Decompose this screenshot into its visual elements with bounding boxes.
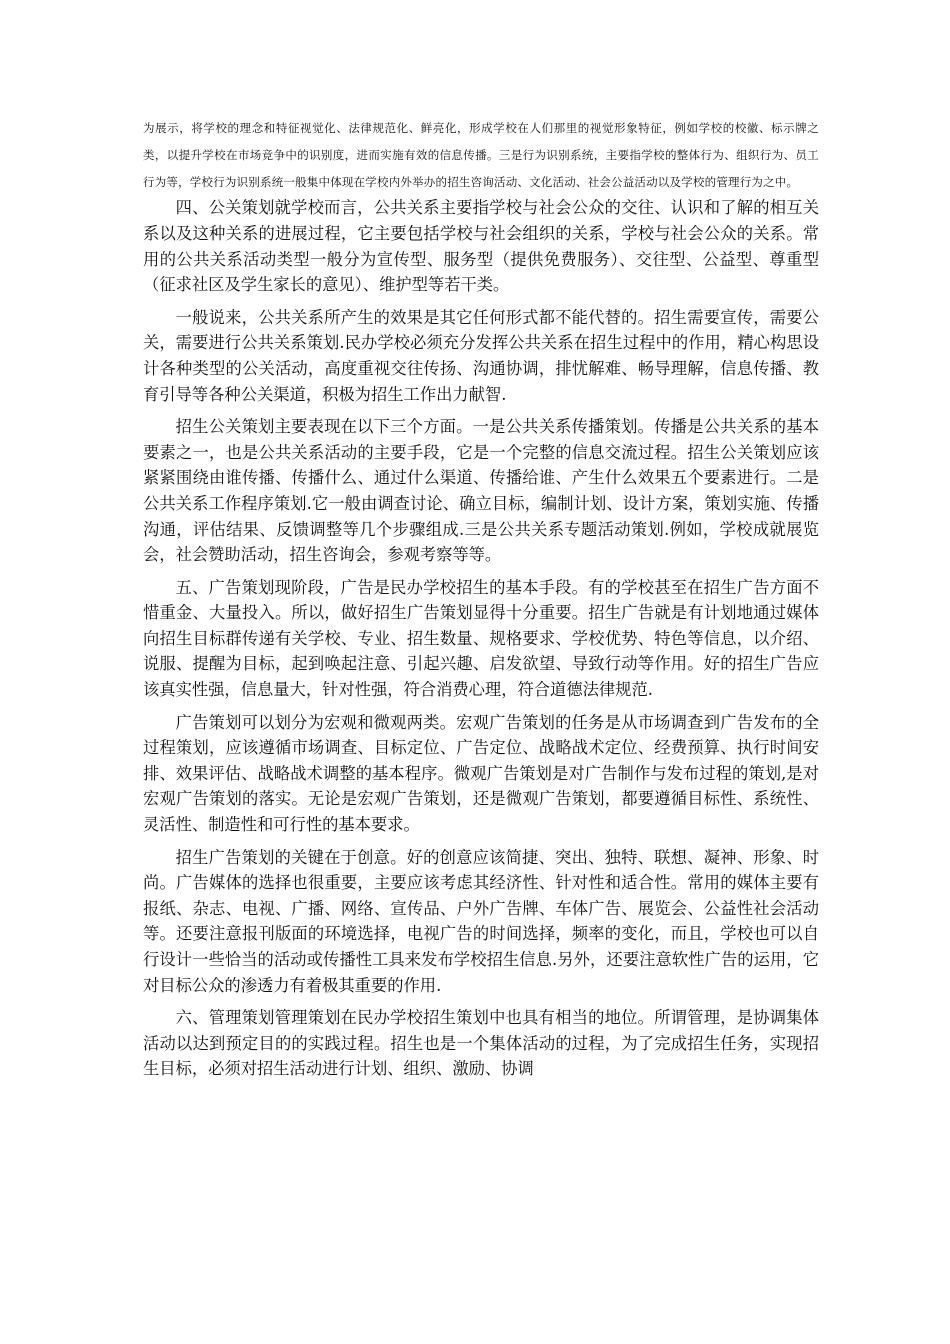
paragraph-pr-aspects: 招生公关策划主要表现在以下三个方面。一是公共关系传播策划。传播是公共关系的基本要素之一，也是公共关系活动的主要手段，它是一个完整的信息交流过程。招生公关策划应该紧紧围绕由谁传播、传播什么、通过什么渠道、传播给谁、产生什么效果五个要素进行。二是公共关系工作程序策划.它一般由调查讨论、确立目标，编制计划、设计方案，策划实施、传播沟通，评估结果、反馈调整等几个步骤组成.三是公共关系专题活动策划.例如，学校成就展览会，社会赞助活动，招生咨询会，参观考察等等。 (143, 417, 819, 565)
paragraph-management-planning: 六、管理策划管理策划在民办学校招生策划中也具有相当的地位。所谓管理，是协调集体活动以达到预定目的的实践过程。招生也是一个集体活动的过程，为了完成招生任务，实现招生目标，必须对招生活动进行计划、组织、激励、协调 (143, 1008, 819, 1079)
paragraph-pr-effect: 一般说来，公共关系所产生的效果是其它任何形式都不能代替的。招生需要宣传，需要公关，需要进行公共关系策划.民办学校必须充分发挥公共关系在招生过程中的作用，精心构思设计各种类型的公关活动，高度重视交往传扬、沟通协调，排忧解难、畅导理解，信息传播、教育引导等各种公关渠道，积极为招生工作出力献智. (143, 307, 819, 404)
paragraph-identity-systems: 为展示，将学校的理念和特征视觉化、法律规范化、鲜亮化，形成学校在人们那里的视觉形象特征，例如学校的校徽、标示牌之类，以提升学校在市场竞争中的识别度，进而实施有效的信息传播。三是行为识别系统，主要指学校的整体行为、组织行为、员工行为等，学校行为识别系统一般集中体现在学校内外举办的招生咨询活动、文化活动、社会公益活动以及学校的管理行为之中。 (143, 121, 819, 189)
paragraph-advertising-types: 广告策划可以划分为宏观和微观两类。宏观广告策划的任务是从市场调查到广告发布的全过程策划，应该遵循市场调查、目标定位、广告定位、战略战术定位、经费预算、执行时间安排、效果评估、战略战术调整的基本程序。微观广告策划是对广告制作与发布过程的策划,是对宏观广告策划的落实。无论是宏观广告策划，还是微观广告策划，都要遵循目标性、系统性、灵活性、制造性和可行性的基本要求。 (143, 712, 819, 835)
paragraph-pr-planning: 四、公关策划就学校而言，公共关系主要指学校与社会公众的交往、认识和了解的相互关系以及这种关系的进展过程，它主要包括学校与社会组织的关系，学校与社会公众的关系。常用的公共关系活动类型一般分为宣传型、服务型（提供免费服务）、交往型、公益型、尊重型（征求社区及学生家长的意见）、维护型等若干类。 (143, 198, 819, 295)
paragraph-advertising-creativity: 招生广告策划的关键在于创意。好的创意应该简捷、突出、独特、联想、凝神、形象、时尚。广告媒体的选择也很重要，主要应该考虑其经济性、针对性和适合性。常用的媒体主要有报纸、杂志、电视、广播、网络、宣传品、户外广告牌、车体广告、展览会、公益性社会活动等。还要注意报刊版面的环境选择，电视广告的时间选择，频率的变化，而且，学校也可以自行设计一些恰当的活动或传播性工具来发布学校招生信息.另外，还要注意软性广告的运用，它对目标公众的渗透力有着极其重要的作用. (143, 847, 819, 995)
document-page (143, 115, 819, 1082)
paragraph-advertising-planning: 五、广告策划现阶段，广告是民办学校招生的基本手段。有的学校甚至在招生广告方面不惜重金、大量投入。所以，做好招生广告策划显得十分重要。招生广告就是有计划地通过媒体向招生目标群传递有关学校、专业、招生数量、规格要求、学校优势、特色等信息，以介绍、说服、提醒为目标，起到唤起注意、引起兴趣、启发欲望、导致行动等作用。好的招生广告应该真实性强，信息量大，针对性强，符合消费心理，符合道德法律规范. (143, 577, 819, 700)
